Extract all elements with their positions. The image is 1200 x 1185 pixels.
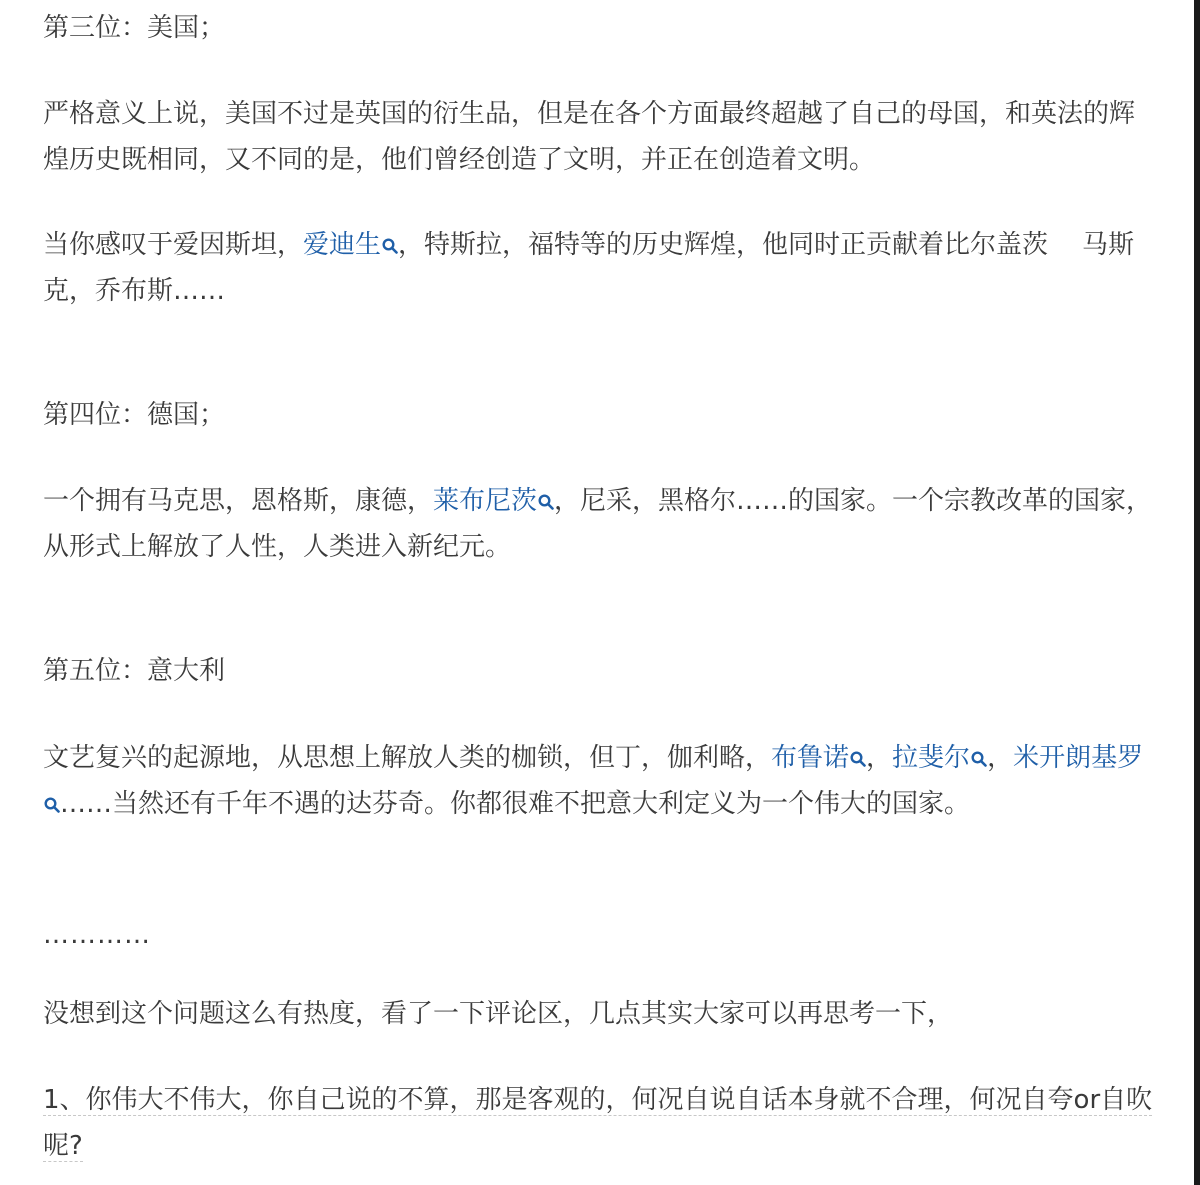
text-segment: 斯克，乔布斯…… [43, 230, 1135, 306]
text-segment: 一个拥有马克思，恩格斯，康德， [43, 486, 434, 516]
text-segment: ，特斯拉，福特等的历史辉煌，他同时正贡献着比尔盖茨 [398, 230, 1049, 260]
text-segment: ， [866, 743, 893, 773]
magnifier-icon [382, 238, 398, 254]
paragraph-it [43, 735, 1153, 827]
point-1-text: 1、你伟大不伟大，你自己说的不算，那是客观的，何况自说自话本身就不合理，何况自夸or自吹呢? [43, 1085, 1153, 1161]
paragraph-followup: 没想到这个问题这么有热度，看了一下评论区，几点其实大家可以再思考一下， [43, 999, 954, 1029]
text-segment: 文艺复兴的起源地，从思想上解放人类的枷锁，但丁，伽利略， [43, 743, 772, 773]
link-leibniz[interactable] [433, 486, 554, 516]
paragraph-point-1 [43, 1077, 1153, 1169]
section-heading-us: 第三位：美国； [43, 13, 226, 43]
text-segment: ，尼采，黑格尔……的国家。一个宗教改革的国家，从形式上解放了人性，人类进入新纪元。 [43, 486, 1153, 562]
link-raphael[interactable] [892, 743, 987, 773]
text-segment: ……当然还有千年不遇的达芬奇。你都很难不把意大利定义为一个伟大的国家。 [60, 789, 971, 819]
link-label: 爱迪生 [303, 230, 382, 260]
link-label: 莱布尼茨 [433, 486, 538, 516]
screen-edge [1194, 0, 1200, 1185]
section-heading-it: 第五位：意大利 [43, 656, 226, 686]
link-label: 布鲁诺 [771, 743, 850, 773]
section-heading-de: 第四位：德国； [43, 400, 226, 430]
text-segment: 马 [1082, 230, 1109, 260]
link-bruno[interactable] [771, 743, 866, 773]
link-edison[interactable] [303, 230, 398, 260]
magnifier-icon [850, 751, 866, 767]
magnifier-icon [44, 797, 60, 813]
text-segment: ， [987, 743, 1014, 773]
text-segment: 当你感叹于爱因斯坦， [43, 230, 304, 260]
ellipsis-divider: ………… [43, 920, 151, 950]
obscured-region [1048, 233, 1082, 259]
link-label: 米开朗基罗 [1013, 743, 1144, 773]
magnifier-icon [971, 751, 987, 767]
paragraph-us-intro: 严格意义上说，美国不过是英国的衍生品，但是在各个方面最终超越了自己的母国，和英法的辉煌历史既相同，又不同的是，他们曾经创造了文明，并正在创造着文明。 [43, 99, 1136, 175]
paragraph-de [43, 478, 1153, 570]
link-label: 拉斐尔 [892, 743, 971, 773]
paragraph-us-people [43, 222, 1153, 314]
magnifier-icon [538, 494, 554, 510]
